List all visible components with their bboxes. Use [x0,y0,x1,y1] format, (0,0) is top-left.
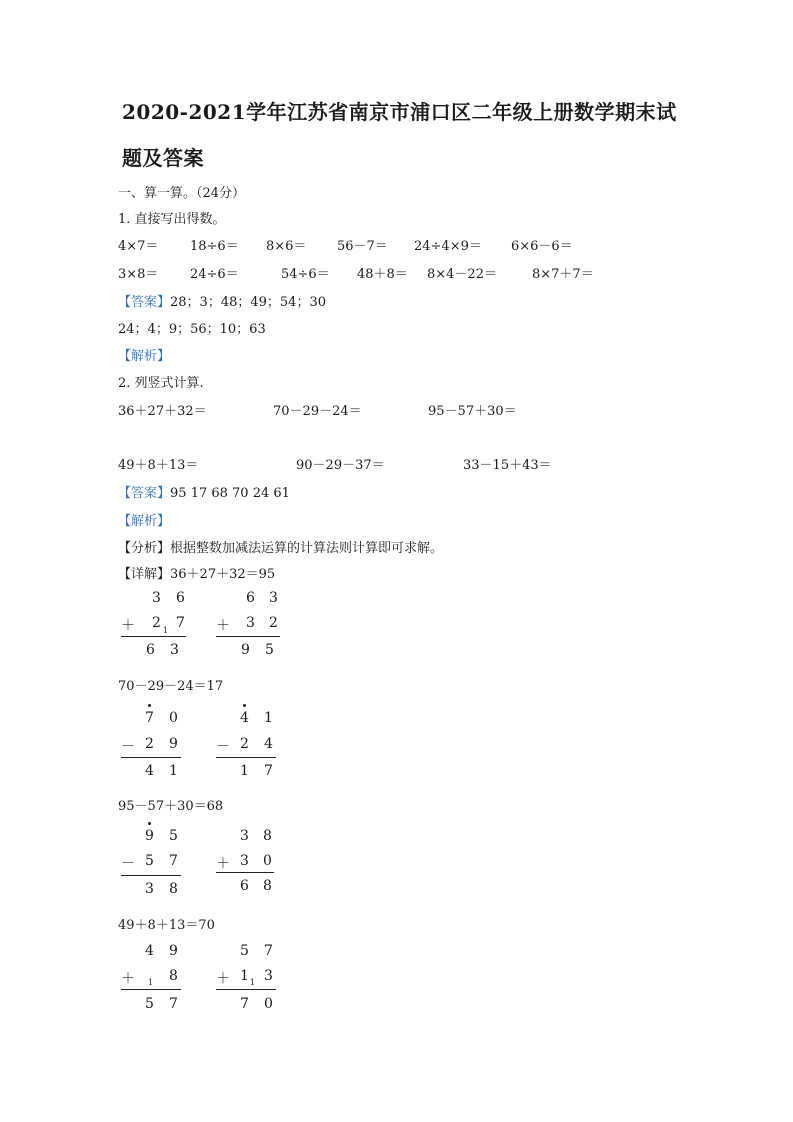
digit: 7 [264,943,273,959]
question-1-label: 1. 直接写出得数。 [118,212,226,227]
operator: ＋ [121,971,135,987]
divider-line [121,636,186,637]
digit: 3 [240,853,249,869]
q1-item: 8×7＋7＝ [532,267,594,282]
divider-line [121,989,181,990]
divider-line [216,757,276,758]
q2-item: 36＋27＋32＝ [118,404,207,419]
digit: 5 [145,853,154,869]
q1-answer-line2: 24；4；9；56；10；63 [118,322,266,337]
digit: 2 [152,615,161,631]
fenxi-line [118,537,443,556]
digit: 3 [240,828,249,844]
section-heading: 一、算一算。（24分） [118,186,246,201]
digit: 7 [264,763,273,779]
digit: 7 [145,710,154,726]
digit: 8 [263,828,272,844]
q1-item: 4×7＝ [118,239,159,254]
divider-line [121,875,181,876]
borrow-dot [148,704,151,707]
answer-tag: 【答案】 [118,486,171,501]
operator: － [121,856,135,872]
digit: 1 [264,710,273,726]
question-2-label: 2. 列竖式计算. [118,376,204,391]
xiangjie-tag: 【详解】 [118,567,171,582]
digit: 6 [176,590,185,606]
equation: 49＋8＋13＝70 [118,918,215,933]
operator: ＋ [121,618,135,634]
answer-text: 95 17 68 70 24 61 [170,486,290,501]
digit: 6 [240,878,249,894]
digit: 9 [169,736,178,752]
q2-answer [118,482,290,501]
xiangjie-line [118,563,275,582]
digit: 4 [264,736,273,752]
q1-item: 18÷6＝ [190,239,239,254]
digit: 7 [169,996,178,1012]
q1-item: 24÷6＝ [190,267,239,282]
q1-item: 54÷6＝ [281,267,330,282]
digit: 0 [264,996,273,1012]
analysis-tag: 【解析】 [118,514,171,529]
digit: 3 [170,642,179,658]
q2-item: 95－57＋30＝ [428,404,517,419]
digit: 2 [145,736,154,752]
equation: 36＋27＋32＝95 [170,567,276,582]
digit: 5 [240,943,249,959]
q2-item: 90－29－37＝ [296,458,385,473]
q2-item: 33－15＋43＝ [463,458,552,473]
digit: 9 [169,943,178,959]
digit: 8 [169,968,178,984]
carry-mark: 1 [148,978,154,987]
digit: 3 [145,881,154,897]
digit: 7 [240,996,249,1012]
document-title-line1: 2020-2021学年江苏省南京市浦口区二年级上册数学期末试 [122,100,677,124]
digit: 3 [246,615,255,631]
borrow-dot [148,822,151,825]
q2-item: 49＋8＋13＝ [118,458,199,473]
q1-item: 6×6－6＝ [511,239,573,254]
digit: 8 [263,878,272,894]
digit: 4 [145,763,154,779]
divider-line [216,989,276,990]
digit: 7 [169,853,178,869]
fenxi-text: 根据整数加减法运算的计算法则计算即可求解。 [170,541,444,556]
q1-item: 24÷4×9＝ [414,239,482,254]
digit: 3 [264,968,273,984]
digit: 7 [176,615,185,631]
digit: 2 [269,615,278,631]
digit: 9 [145,828,154,844]
answer-text: 28；3；48；49；54；30 [170,295,326,310]
answer-tag: 【答案】 [118,295,171,310]
carry-mark: 1 [163,626,169,635]
q1-item: 8×6＝ [266,239,307,254]
analysis-tag: 【解析】 [118,349,171,364]
digit: 5 [169,828,178,844]
digit: 3 [152,590,161,606]
digit: 8 [169,881,178,897]
digit: 6 [146,642,155,658]
digit: 4 [145,943,154,959]
digit: 4 [240,710,249,726]
digit: 5 [145,996,154,1012]
borrow-dot [243,704,246,707]
q1-item: 3×8＝ [118,267,159,282]
operator: － [121,739,135,755]
operator: － [216,739,230,755]
fenxi-tag: 【分析】 [118,541,171,556]
digit: 9 [241,642,250,658]
q1-item: 8×4－22＝ [427,267,497,282]
operator: ＋ [216,971,230,987]
divider-line [121,757,181,758]
digit: 1 [240,968,249,984]
equation: 70－29－24＝17 [118,679,224,694]
digit: 0 [263,853,272,869]
digit: 5 [265,642,274,658]
operator: ＋ [216,856,230,872]
digit: 1 [169,763,178,779]
digit: 3 [269,590,278,606]
equation: 95－57＋30＝68 [118,799,224,814]
digit: 6 [246,590,255,606]
q2-item: 70－29－24＝ [273,404,362,419]
digit: 2 [240,736,249,752]
q1-item: 48＋8＝ [357,267,408,282]
divider-line [216,636,280,637]
carry-mark: 1 [250,978,256,987]
q1-item: 56－7＝ [337,239,388,254]
document-title-line2: 题及答案 [122,146,204,170]
operator: ＋ [216,618,230,634]
divider-line [216,872,274,873]
q1-answer [118,291,326,310]
digit: 1 [240,763,249,779]
digit: 0 [169,710,178,726]
